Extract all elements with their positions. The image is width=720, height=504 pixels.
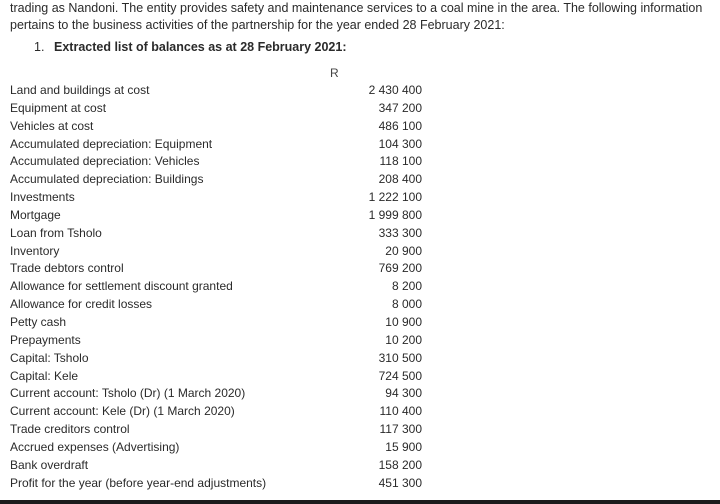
balance-label: Capital: Tsholo bbox=[10, 350, 89, 365]
balance-row bbox=[10, 278, 422, 296]
balance-row bbox=[10, 207, 422, 225]
balance-amount: 8 200 bbox=[391, 279, 422, 294]
balance-amount: 104 300 bbox=[378, 136, 422, 151]
balance-label: Profit for the year (before year-end adjustments) bbox=[10, 475, 267, 490]
intro-paragraph: trading as Nandoni. The entity provides safety and maintenance services to a coal mine in the area. The following information pertains to the business activities of the partnership for the year ended 28 February 2021: bbox=[10, 1, 703, 32]
balance-row bbox=[10, 100, 422, 118]
balance-row bbox=[10, 225, 422, 243]
balance-row bbox=[10, 457, 422, 475]
balance-label: Bank overdraft bbox=[10, 457, 89, 472]
bottom-divider bbox=[0, 500, 720, 504]
section-number: 1. bbox=[34, 40, 45, 54]
balance-row bbox=[10, 385, 422, 403]
balance-amount: 118 100 bbox=[379, 154, 422, 169]
section-heading bbox=[34, 40, 347, 54]
balance-row bbox=[10, 136, 422, 154]
balance-row bbox=[10, 153, 422, 171]
balance-label: Petty cash bbox=[10, 314, 67, 329]
balance-amount: 1 999 800 bbox=[368, 207, 422, 222]
balance-amount: 347 200 bbox=[378, 100, 422, 115]
balance-amount: 8 000 bbox=[391, 297, 422, 312]
balance-label: Inventory bbox=[10, 243, 60, 258]
balance-amount: 1 222 100 bbox=[368, 190, 422, 205]
balance-label: Accrued expenses (Advertising) bbox=[10, 439, 180, 454]
balance-row bbox=[10, 421, 422, 439]
balance-label: Loan from Tsholo bbox=[10, 225, 102, 240]
balance-amount: 2 430 400 bbox=[368, 83, 422, 97]
balance-label: Prepayments bbox=[10, 332, 81, 347]
balance-label: Land and buildings at cost bbox=[10, 83, 150, 97]
balance-amount: 486 100 bbox=[378, 118, 422, 133]
balance-amount: 208 400 bbox=[378, 172, 422, 187]
balance-amount: 20 900 bbox=[385, 243, 422, 258]
balance-row bbox=[10, 314, 422, 332]
balance-amount: 10 900 bbox=[385, 314, 422, 329]
balance-amount: 117 300 bbox=[379, 422, 422, 437]
balance-amount: 15 900 bbox=[385, 439, 422, 454]
balance-row bbox=[10, 368, 422, 386]
balance-row bbox=[10, 439, 422, 457]
balance-amount: 333 300 bbox=[378, 225, 422, 240]
balance-label: Accumulated depreciation: Vehicles bbox=[10, 154, 200, 169]
balance-label: Trade debtors control bbox=[10, 261, 124, 276]
balances-list bbox=[10, 82, 422, 492]
balance-row bbox=[10, 171, 422, 189]
balance-label: Capital: Kele bbox=[10, 368, 79, 383]
balance-amount: 310 500 bbox=[378, 350, 422, 365]
balance-amount: 724 500 bbox=[378, 368, 422, 383]
balance-amount: 769 200 bbox=[378, 261, 422, 276]
balance-label: Investments bbox=[10, 190, 75, 205]
balance-row bbox=[10, 189, 422, 207]
balance-row bbox=[10, 82, 422, 100]
balance-label: Accumulated depreciation: Buildings bbox=[10, 172, 204, 187]
balance-amount: 110 400 bbox=[379, 404, 422, 419]
balance-row bbox=[10, 332, 422, 350]
balance-row bbox=[10, 350, 422, 368]
balance-label: Current account: Tsholo (Dr) (1 March 2020) bbox=[10, 386, 246, 401]
section-title: Extracted list of balances as at 28 February 2021: bbox=[54, 40, 347, 54]
balance-label: Allowance for settlement discount granted bbox=[10, 279, 233, 294]
balance-row bbox=[10, 243, 422, 261]
balance-row bbox=[10, 475, 422, 493]
balance-label: Current account: Kele (Dr) (1 March 2020) bbox=[10, 404, 235, 419]
balance-amount: 94 300 bbox=[385, 386, 422, 401]
balance-label: Vehicles at cost bbox=[10, 118, 94, 133]
balance-row bbox=[10, 260, 422, 278]
balance-row bbox=[10, 403, 422, 421]
balance-row bbox=[10, 296, 422, 314]
balance-amount: 158 200 bbox=[378, 457, 422, 472]
balance-label: Mortgage bbox=[10, 207, 61, 222]
balance-amount: 10 200 bbox=[385, 332, 422, 347]
currency-column-header: R bbox=[330, 66, 339, 80]
balance-label: Allowance for credit losses bbox=[10, 297, 153, 312]
balance-row bbox=[10, 118, 422, 136]
balance-amount: 451 300 bbox=[378, 475, 422, 490]
balance-label: Trade creditors control bbox=[10, 422, 130, 437]
balance-label: Equipment at cost bbox=[10, 100, 107, 115]
balance-label: Accumulated depreciation: Equipment bbox=[10, 136, 213, 151]
